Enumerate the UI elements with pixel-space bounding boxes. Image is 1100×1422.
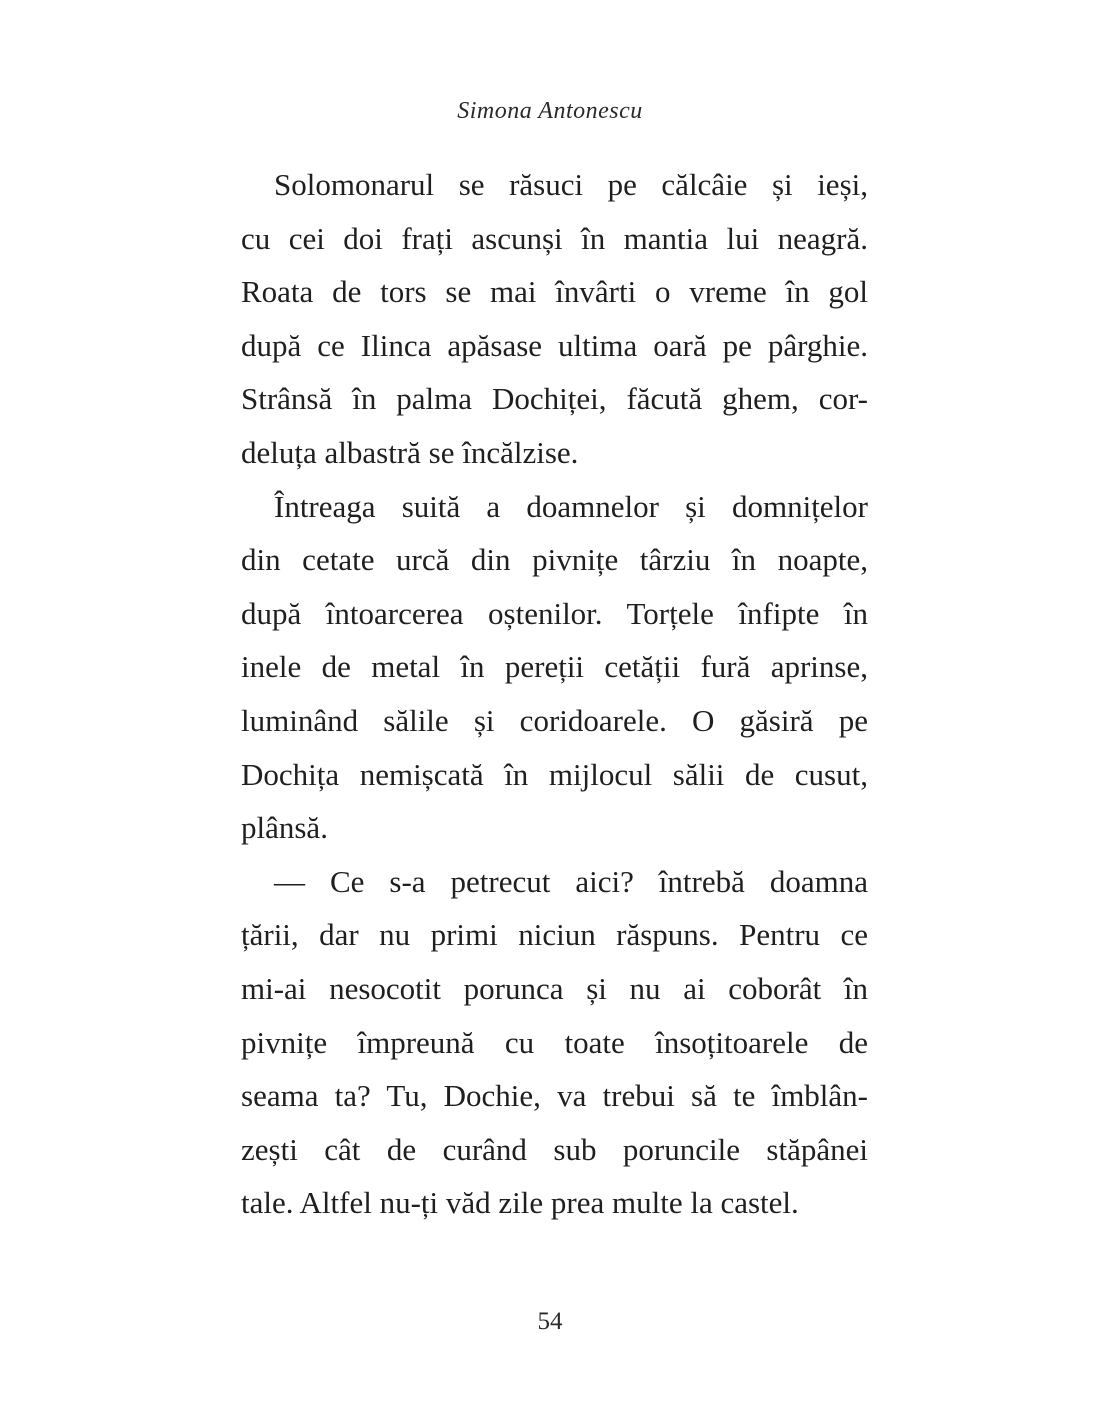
text-line: după întoarcerea oștenilor. Torțele înfipte în [241, 595, 868, 631]
text-line: Roata de tors se mai învârti o vreme în gol [241, 274, 868, 310]
paragraph [241, 480, 868, 855]
text-line: luminând sălile și coridoarele. O găsiră pe [241, 702, 868, 738]
text-line: plânsă. [241, 810, 328, 846]
text-line: din cetate urcă din pivnițe târziu în noapte, [241, 542, 868, 578]
text-line: inele de metal în pereții cetății fură aprinse, [241, 649, 868, 685]
running-header: Simona Antonescu [457, 98, 643, 124]
text-line: seama ta? Tu, Dochie, va trebui să te îmblân- [241, 1078, 868, 1114]
text-line: Solomonarul se răsuci pe călcâie și ieși, [274, 167, 868, 202]
text-line: Strânsă în palma Dochiței, făcută ghem, cor- [241, 381, 868, 417]
text-line: cu cei doi frați ascunși în mantia lui neagră. [241, 220, 868, 256]
text-line: tale. Altfel nu-ți văd zile prea multe la castel. [241, 1185, 799, 1221]
text-line: Întreaga suită a doamnelor și domnițelor [274, 488, 868, 524]
page-number: 54 [537, 1308, 563, 1335]
text-line: zești cât de curând sub poruncile stăpânei [241, 1131, 868, 1167]
text-line: după ce Ilinca apăsase ultima oară pe pârghie. [241, 327, 868, 363]
text-line: Dochița nemișcată în mijlocul sălii de cusut, [241, 756, 868, 792]
page-body [241, 158, 868, 1230]
text-line: deluța albastră se încălzise. [241, 434, 579, 470]
text-line: pivnițe împreună cu toate însoțitoarele de [241, 1024, 868, 1060]
paragraph [241, 158, 868, 480]
paragraph [241, 855, 868, 1230]
text-line: — Ce s-a petrecut aici? întrebă doamna [274, 863, 868, 899]
text-line: mi-ai nesocotit porunca și nu ai coborât în [241, 970, 868, 1006]
text-line: țării, dar nu primi niciun răspuns. Pentru ce [241, 917, 868, 953]
